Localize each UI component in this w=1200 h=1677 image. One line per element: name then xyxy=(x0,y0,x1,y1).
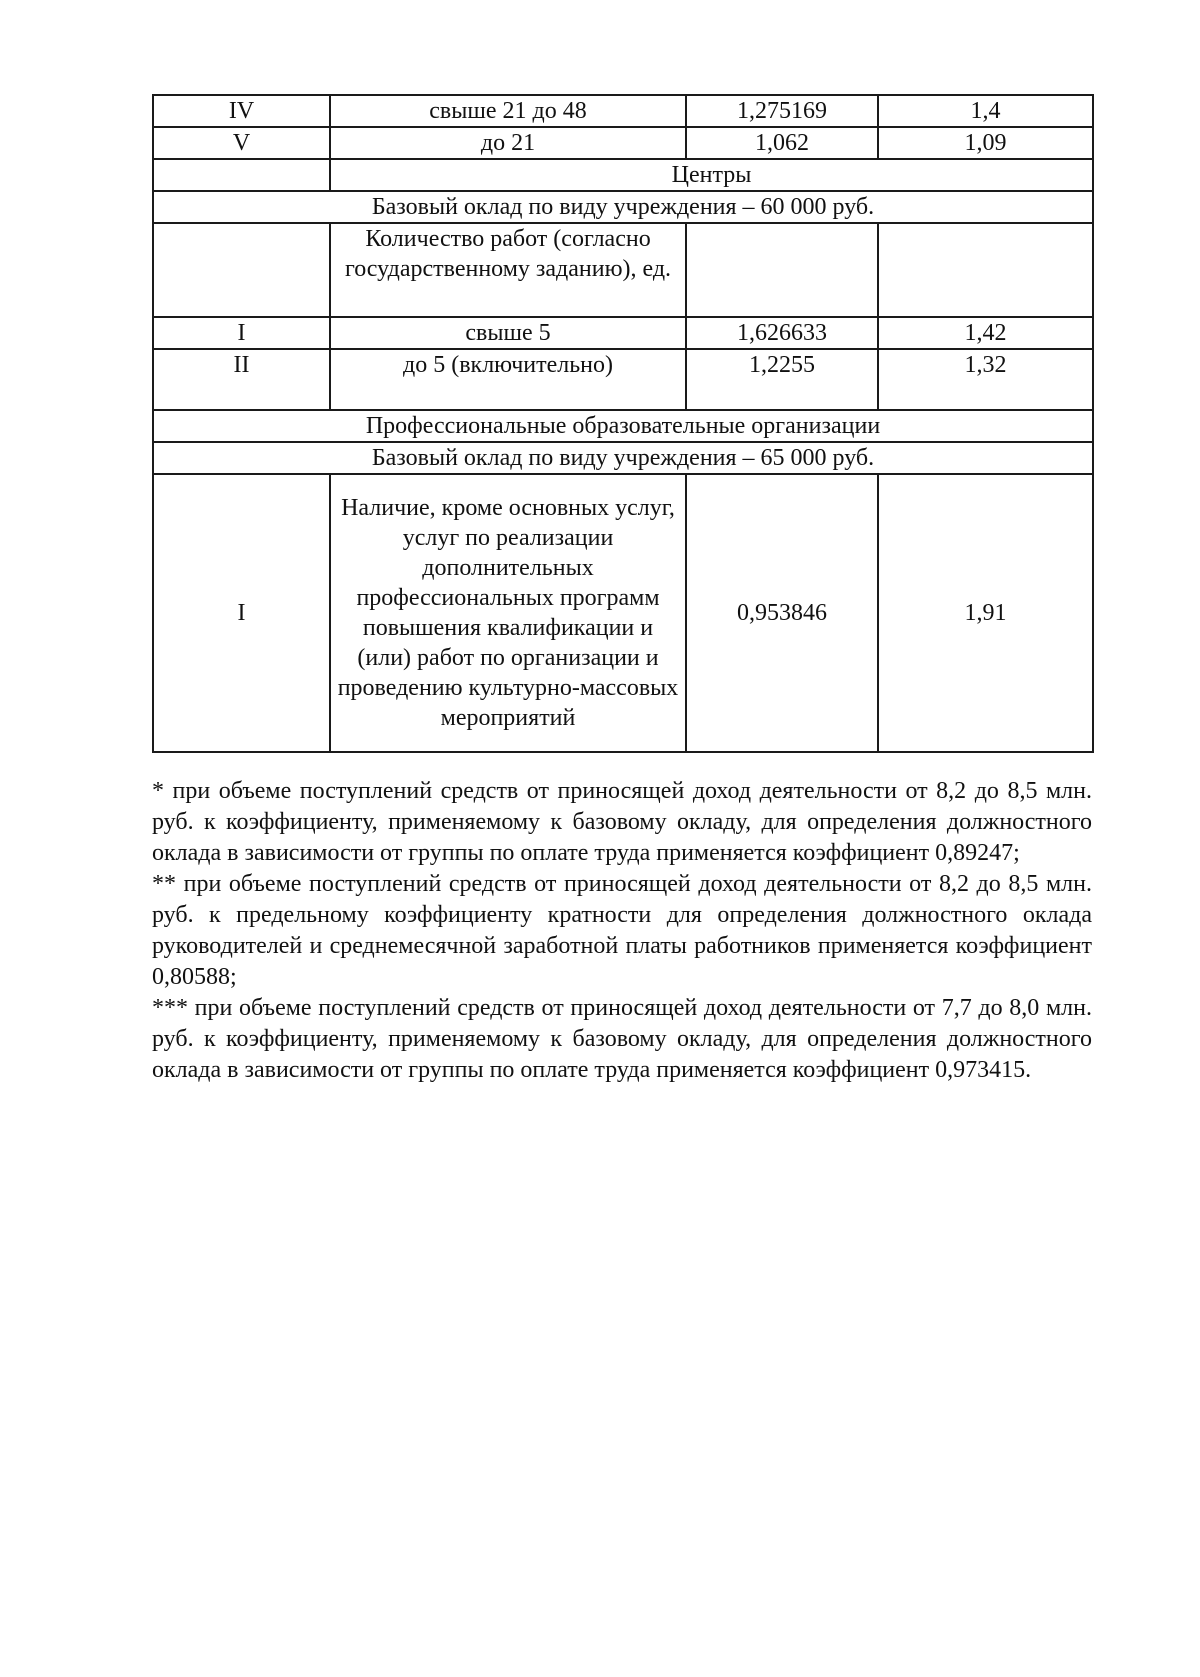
table-row xyxy=(153,349,1093,410)
group-cell: I xyxy=(153,474,330,752)
empty-cell xyxy=(878,223,1093,317)
table-row xyxy=(153,95,1093,127)
base-salary-prof-orgs: Базовый оклад по виду учреждения – 65 000 руб. xyxy=(153,442,1093,474)
footnote: *** при объеме поступлений средств от приносящей доход деятельности от 7,7 до 8,0 млн. руб. к коэффициенту, применяемому к базовому окладу, для определения должностного оклада в зависимости от группы по оплате труда применяется коэффициент 0,973415. xyxy=(152,995,1092,1083)
group-cell: IV xyxy=(153,95,330,127)
coef-base-cell: 1,626633 xyxy=(686,317,878,349)
section-title-row xyxy=(153,159,1093,191)
base-salary-row xyxy=(153,191,1093,223)
coef-base-cell: 1,062 xyxy=(686,127,878,159)
base-salary-centers: Базовый оклад по виду учреждения – 60 000 руб. xyxy=(153,191,1093,223)
table-row xyxy=(153,317,1093,349)
criterion-cell: до 5 (включительно) xyxy=(330,349,686,410)
section-title-prof-orgs: Профессиональные образовательные организации xyxy=(153,410,1093,442)
salary-coefficients-table xyxy=(152,94,1094,753)
coef-limit-cell: 1,42 xyxy=(878,317,1093,349)
group-cell: V xyxy=(153,127,330,159)
coef-limit-cell: 1,91 xyxy=(878,474,1093,752)
coef-base-cell: 1,2255 xyxy=(686,349,878,410)
coef-limit-cell: 1,4 xyxy=(878,95,1093,127)
criterion-cell: Наличие, кроме основных услуг, услуг по реализации дополнительных профессиональных программ повышения квалификации и (или) работ по организации и проведению культурно-массовых мероприятий xyxy=(330,474,686,752)
footnote: ** при объеме поступлений средств от приносящей доход деятельности от 8,2 до 8,5 млн. руб. к предельному коэффициенту кратности для определения должностного оклада руководителей и среднемесячной заработной платы работников применяется коэффициент 0,80588; xyxy=(152,871,1092,990)
group-cell: I xyxy=(153,317,330,349)
coef-base-cell: 0,953846 xyxy=(686,474,878,752)
empty-cell xyxy=(153,223,330,317)
section-title-centers: Центры xyxy=(330,159,1093,191)
coef-limit-cell: 1,09 xyxy=(878,127,1093,159)
criterion-header-row xyxy=(153,223,1093,317)
section-title-row xyxy=(153,410,1093,442)
base-salary-row xyxy=(153,442,1093,474)
coef-base-cell: 1,275169 xyxy=(686,95,878,127)
coef-limit-cell: 1,32 xyxy=(878,349,1093,410)
footnotes xyxy=(152,776,1092,1086)
table-row xyxy=(153,127,1093,159)
empty-cell xyxy=(153,159,330,191)
criterion-cell: свыше 5 xyxy=(330,317,686,349)
empty-cell xyxy=(686,223,878,317)
footnote: * при объеме поступлений средств от приносящей доход деятельности от 8,2 до 8,5 млн. руб. к коэффициенту, применяемому к базовому окладу, для определения должностного оклада в зависимости от группы по оплате труда применяется коэффициент 0,89247; xyxy=(152,778,1092,866)
criterion-cell: до 21 xyxy=(330,127,686,159)
criterion-cell: свыше 21 до 48 xyxy=(330,95,686,127)
criterion-header-cell: Количество работ (согласно государственному заданию), ед. xyxy=(330,223,686,317)
table-row xyxy=(153,474,1093,752)
group-cell: II xyxy=(153,349,330,410)
